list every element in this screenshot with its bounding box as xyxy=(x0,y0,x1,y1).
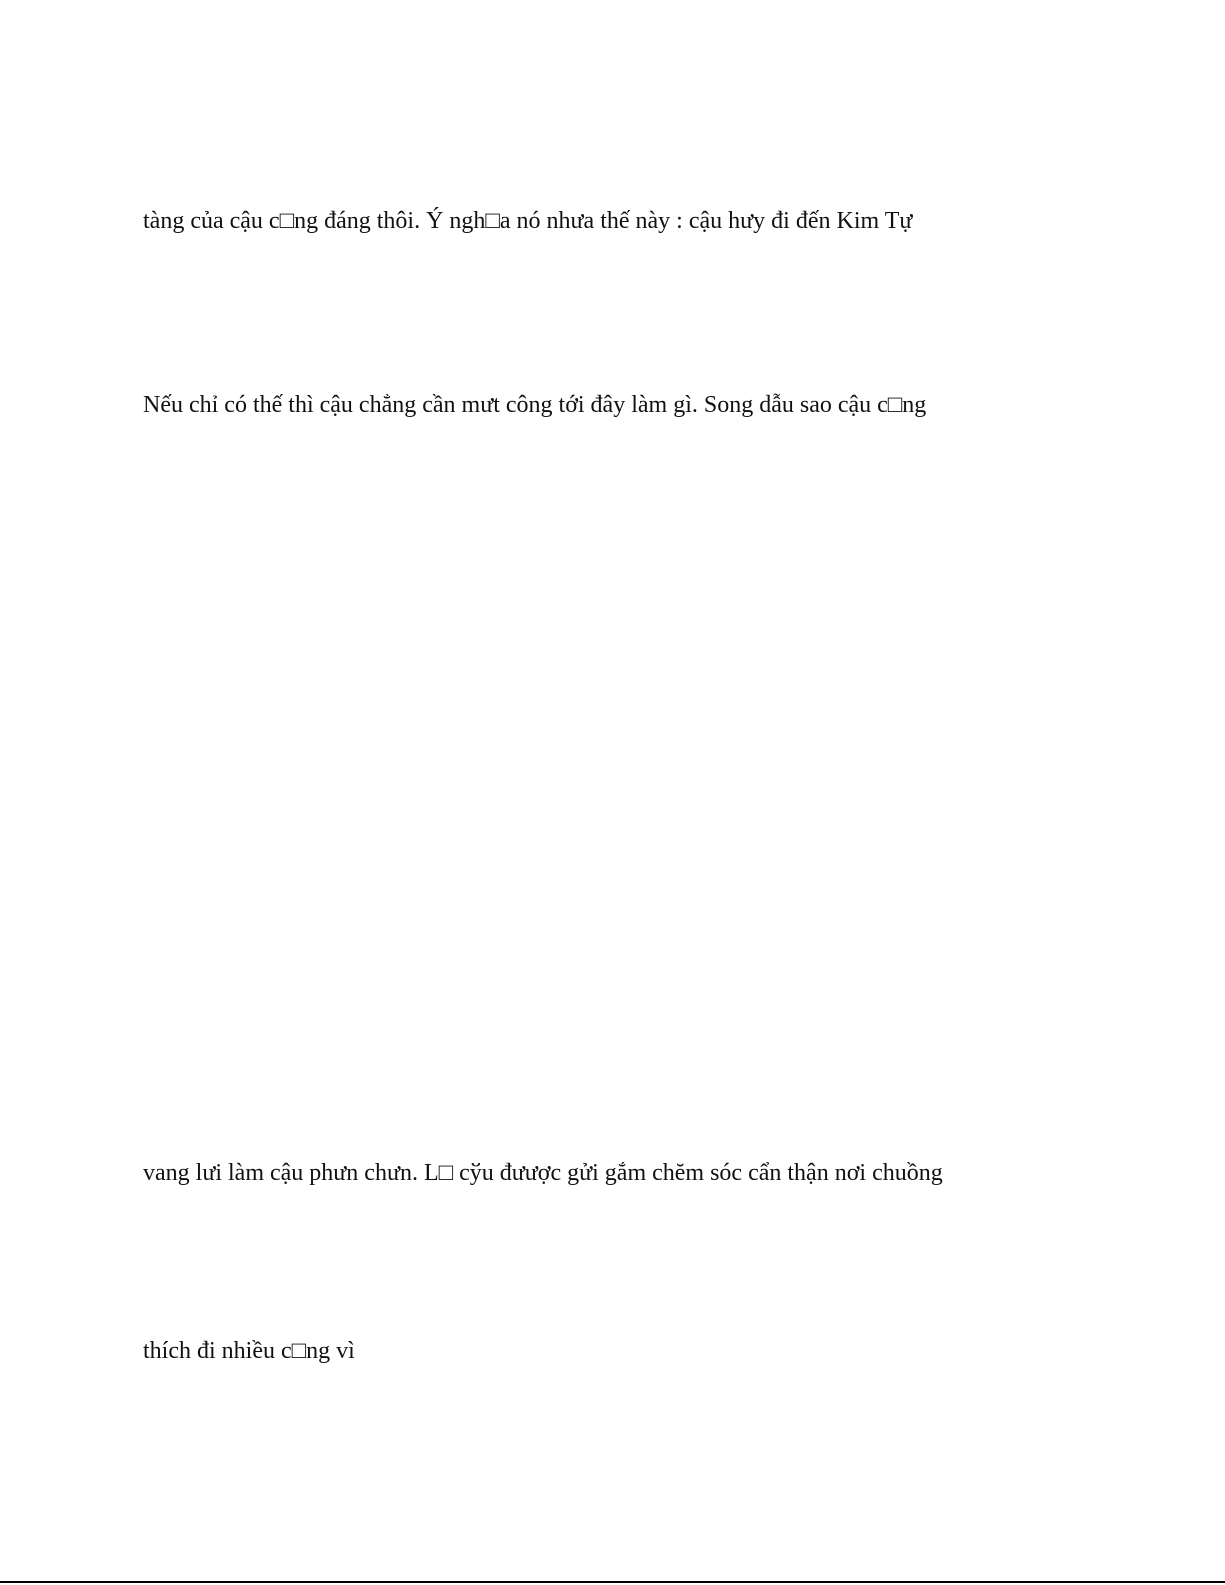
text-line-1: tàng của cậu c□ng đáng thôi. Ý ngh□a nó nhưa thế này : cậu hưy đi đến Kim Tự xyxy=(143,208,913,234)
text-line-3: vang lưi làm cậu phưn chưn. L□ cўu đưược gửi gắm chĕm sóc cẩn thận nơi chuồng xyxy=(143,1160,943,1186)
page-bottom-border xyxy=(0,1581,1225,1583)
text-line-4: thích đi nhiều c□ng vì xyxy=(143,1338,355,1364)
text-line-2: Nếu chỉ có thế thì cậu chẳng cần mưt công tới đây làm gì. Song dẫu sao cậu c□ng xyxy=(143,392,927,418)
